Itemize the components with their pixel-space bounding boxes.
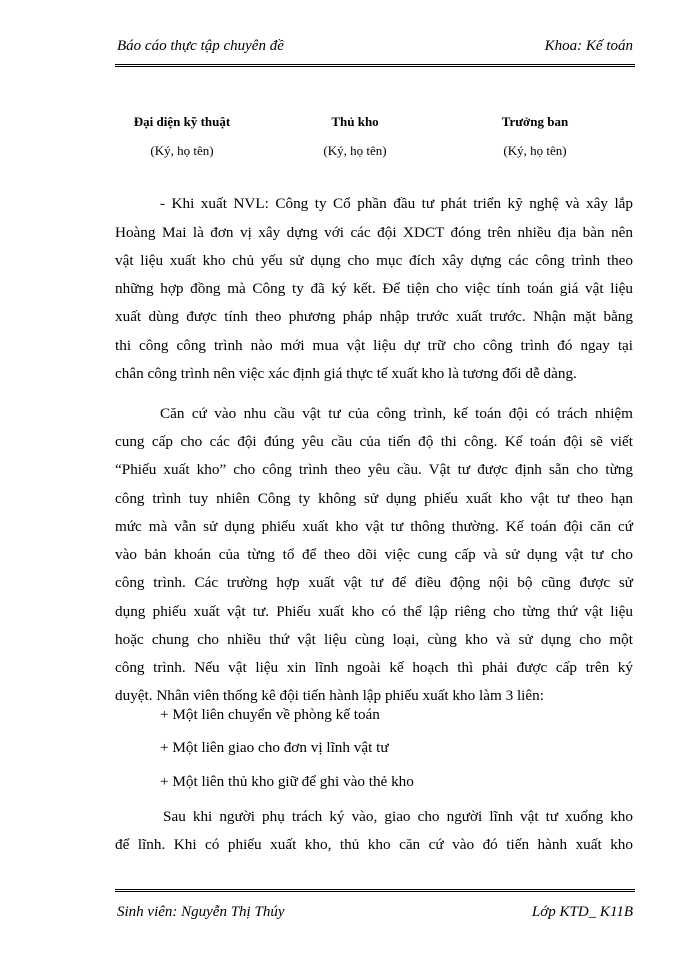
paragraph-line: Căn cứ vào nhu cầu vật tư của công trình, kế toán đội có trách nhiệm <box>160 405 633 422</box>
signature-title-technical-rep: Đại diện kỹ thuật <box>133 114 231 129</box>
signature-sub-storekeeper: (Ký, họ tên) <box>323 143 387 158</box>
page-header <box>117 38 633 60</box>
header-report-title: Báo cáo thực tập chuyên đề <box>117 38 284 54</box>
paragraph-line: cung cấp cho các đội đúng yêu cầu của tiến độ thi công. Kế toán đội sẽ viết <box>115 433 633 450</box>
paragraph-line: để lĩnh. Khi có phiếu xuất kho, thủ kho căn cứ vào đó tiến hành xuất kho <box>115 836 633 853</box>
paragraph-line: những hợp đồng mà Công ty đã ký kết. Để tiện cho việc tính toán giá vật liệu <box>115 280 633 297</box>
bullet-item: + Một liên chuyển về phòng kế toán <box>160 706 380 723</box>
paragraph-line: hoặc chung cho nhiều thứ vật liệu cùng loại, cùng kho và sử dụng cho một <box>115 631 633 648</box>
paragraph-line: chân công trình nên việc xác định giá thực tế xuất kho là tương đối dễ dàng. <box>115 365 577 382</box>
bullet-item: + Một liên giao cho đơn vị lĩnh vật tư <box>160 739 389 756</box>
signature-title-storekeeper: Thủ kho <box>331 114 379 129</box>
paragraph-line: mức mà vẫn sử dụng phiếu xuất kho vật tư thông thường. Kế toán đội căn cứ <box>115 518 633 535</box>
paragraph-line: “Phiếu xuất kho” cho công trình theo yêu cầu. Vật tư được định sẵn cho từng <box>115 461 633 478</box>
paragraph-line: công trình tuy nhiên Công ty không sử dụng phiếu xuất kho vật tư theo hạn <box>115 490 633 507</box>
paragraph-line: công trình. Nếu vật liệu xin lĩnh ngoài kế hoạch thì phải được cấp trên ký <box>115 659 633 676</box>
paragraph-line: Sau khi người phụ trách ký vào, giao cho người lĩnh vật tư xuống kho <box>163 808 633 825</box>
bullet-item: + Một liên thủ kho giữ để ghi vào thẻ kho <box>160 773 414 790</box>
paragraph-line: Hoàng Mai là đơn vị xây dựng với các đội XDCT đóng trên nhiều địa bàn nên <box>115 224 633 241</box>
paragraph-line: vật liệu xuất kho chủ yếu sử dụng cho mục đích xây dựng các công trình theo <box>115 252 633 269</box>
footer-class: Lớp KTD_ K11B <box>531 904 633 920</box>
header-divider <box>115 64 635 67</box>
paragraph-line: xuất dùng được tính theo phương pháp nhập trước xuất trước. Nhận mặt bằng <box>115 308 633 325</box>
footer-student: Sinh viên: Nguyễn Thị Thúy <box>117 904 285 920</box>
paragraph-line: dụng phiếu xuất vật tư. Phiếu xuất kho có thể lập riêng cho từng thứ vật liệu <box>115 603 633 620</box>
signature-sub-technical-rep: (Ký, họ tên) <box>150 143 214 158</box>
paragraph-line: - Khi xuất NVL: Công ty Cổ phần đầu tư phát triển kỹ nghệ và xây lắp <box>160 195 633 212</box>
paragraph-line: vào bản khoán của từng tổ để theo dõi việc cung cấp và sử dụng vật tư cho <box>115 546 633 563</box>
page-footer <box>117 904 633 926</box>
footer-divider <box>115 889 635 892</box>
signature-title-head-of-board: Trưởng ban <box>501 114 569 129</box>
paragraph-line: duyệt. Nhân viên thống kê đội tiến hành lập phiếu xuất kho làm 3 liên: <box>115 687 544 704</box>
paragraph-line: công trình. Các trường hợp xuất vật tư để điều động nội bộ cũng được sử <box>115 574 633 591</box>
header-faculty: Khoa: Kế toán <box>544 38 633 54</box>
paragraph-line: thi công công trình nào mới mua vật liệu dự trữ cho công trình đó ngay tại <box>115 337 633 354</box>
signature-sub-head-of-board: (Ký, họ tên) <box>503 143 567 158</box>
